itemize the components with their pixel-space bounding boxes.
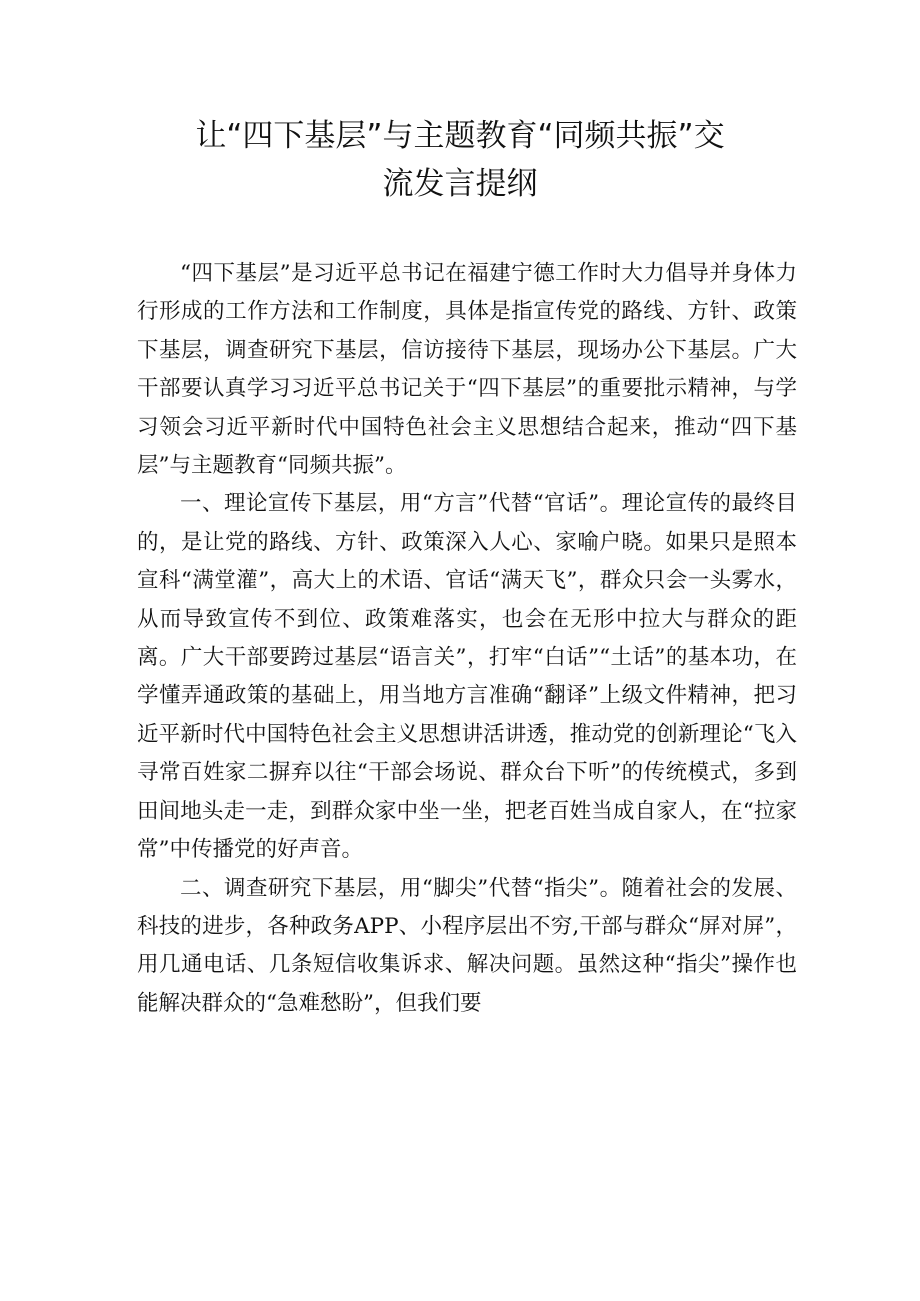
document-body bbox=[137, 255, 797, 1023]
title-line-1: 让“四下基层”与主题教育“同频共振”交 bbox=[195, 118, 725, 154]
title-line-2: 流发言提纲 bbox=[382, 166, 538, 202]
document-title bbox=[120, 112, 800, 208]
paragraph-section-1: 一、理论宣传下基层，用“方言”代替“官话”。理论宣传的最终目的，是让党的路线、方针、政策深入人心、家喻户晓。如果只是照本宣科“满堂灌”，高大上的术语、官话“满天飞”，群众只会一头雾水，从而导致宣传不到位、政策难落实，也会在无形中拉大与群众的距离。广大干部要跨过基层“语言关”，打牢“白话”“土话”的基本功，在学懂弄通政策的基础上，用当地方言准确“翻译”上级文件精神，把习近平新时代中国特色社会主义思想讲活讲透，推动党的创新理论“飞入寻常百姓家二摒弃以往“干部会场说、群众台下听”的传统模式，多到田间地头走一走，到群众家中坐一坐，把老百姓当成自家人，在“拉家常”中传播党的好声音。 bbox=[137, 491, 798, 863]
paragraph-intro: “四下基层”是习近平总书记在福建宁德工作时大力倡导并身体力行形成的工作方法和工作制度，具体是指宣传党的路线、方针、政策下基层，调查研究下基层，信访接待下基层，现场办公下基层。广大干部要认真学习习近平总书记关于“四下基层”的重要批示精神，与学习领会习近平新时代中国特色社会主义思想结合起来，推动“四下基层”与主题教育“同频共振”。 bbox=[137, 261, 797, 479]
paragraph-section-2: 二、调查研究下基层，用“脚尖”代替“指尖”。随着社会的发展、科技的进步，各种政务APP、小程序层出不穷,干部与群众“屏对屏”，用几通电话、几条短信收集诉求、解决问题。虽然这种“指尖”操作也能解决群众的“急难愁盼”，但我们要 bbox=[137, 875, 797, 1016]
